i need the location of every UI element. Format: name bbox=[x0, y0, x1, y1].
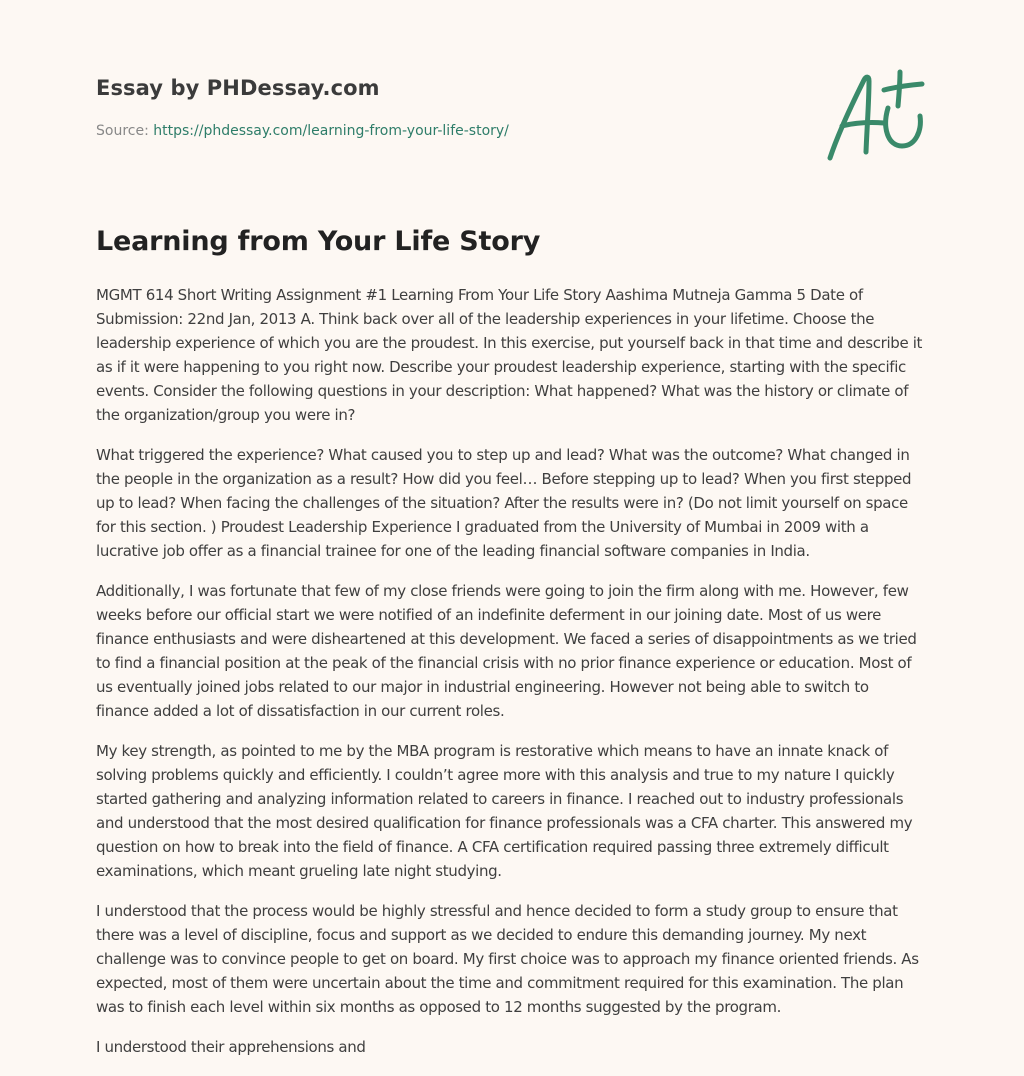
essay-paragraph: My key strength, as pointed to me by the MBA program is restorative which means to have an innate knack of solving problems quickly and efficiently. I couldn’t agree more with this analysis and true to my nature I quickly started gathering and analyzing information related to careers in finance. I reached out to industry professionals and understood that the most desired qualification for finance professionals was a CFA charter. This answered my question on how to break into the field of finance. A CFA certification required passing three extremely difficult examinations, which meant grueling late night studying. bbox=[96, 742, 913, 880]
essay-paragraph: I understood their apprehensions and bbox=[96, 1038, 366, 1056]
essay-title: Learning from Your Life Story bbox=[96, 226, 541, 257]
a-plus-logo-icon bbox=[822, 68, 926, 164]
essay-article bbox=[96, 226, 924, 1075]
essay-paragraph: I understood that the process would be highly stressful and hence decided to form a study group to ensure that there was a level of discipline, focus and support as we decided to endure this demanding journey. My next challenge was to convince people to get on board. My first choice was to approach my finance oriented friends. As expected, most of them were uncertain about the time and commitment required for this examination. The plan was to finish each level within six months as opposed to 12 months suggested by the program. bbox=[96, 902, 919, 1016]
essay-paragraph: Additionally, I was fortunate that few of my close friends were going to join the firm along with me. However, few weeks before our official start we were notified of an indefinite deferment in our joining date. Most of us were finance enthusiasts and were disheartened at this development. We faced a series of disappointments as we tried to find a financial position at the peak of the financial crisis with no prior finance experience or education. Most of us eventually joined jobs related to our major in industrial engineering. However not being able to switch to finance added a lot of dissatisfaction in our current roles. bbox=[96, 582, 917, 720]
source-link[interactable]: https://phdessay.com/learning-from-your-life-story/ bbox=[153, 123, 509, 139]
source-line bbox=[96, 123, 796, 139]
essay-header bbox=[96, 76, 796, 139]
essay-paragraph: MGMT 614 Short Writing Assignment #1 Learning From Your Life Story Aashima Mutneja Gamma 5 Date of Submission: 22nd Jan, 2013 A. Think back over all of the leadership experiences in your lifetime. Choose the leadership experience of which you are the proudest. In this exercise, put yourself back in that time and describe it as if it were happening to you right now. Describe your proudest leadership experience, starting with the specific events. Consider the following questions in your description: What happened? What was the history or climate of the organization/group you were in? bbox=[96, 286, 923, 424]
essay-paragraph: What triggered the experience? What caused you to step up and lead? What was the outcome? What changed in the people in the organization as a result? How did you feel… Before stepping up to lead? When you first stepped up to lead? When facing the challenges of the situation? After the results were in? (Do not limit yourself on space for this section. ) Proudest Leadership Experience I graduated from the University of Mumbai in 2009 with a lucrative job offer as a financial trainee for one of the leading financial software companies in India. bbox=[96, 446, 912, 560]
site-title: Essay by PHDessay.com bbox=[96, 76, 380, 100]
source-label: Source: bbox=[96, 123, 149, 139]
